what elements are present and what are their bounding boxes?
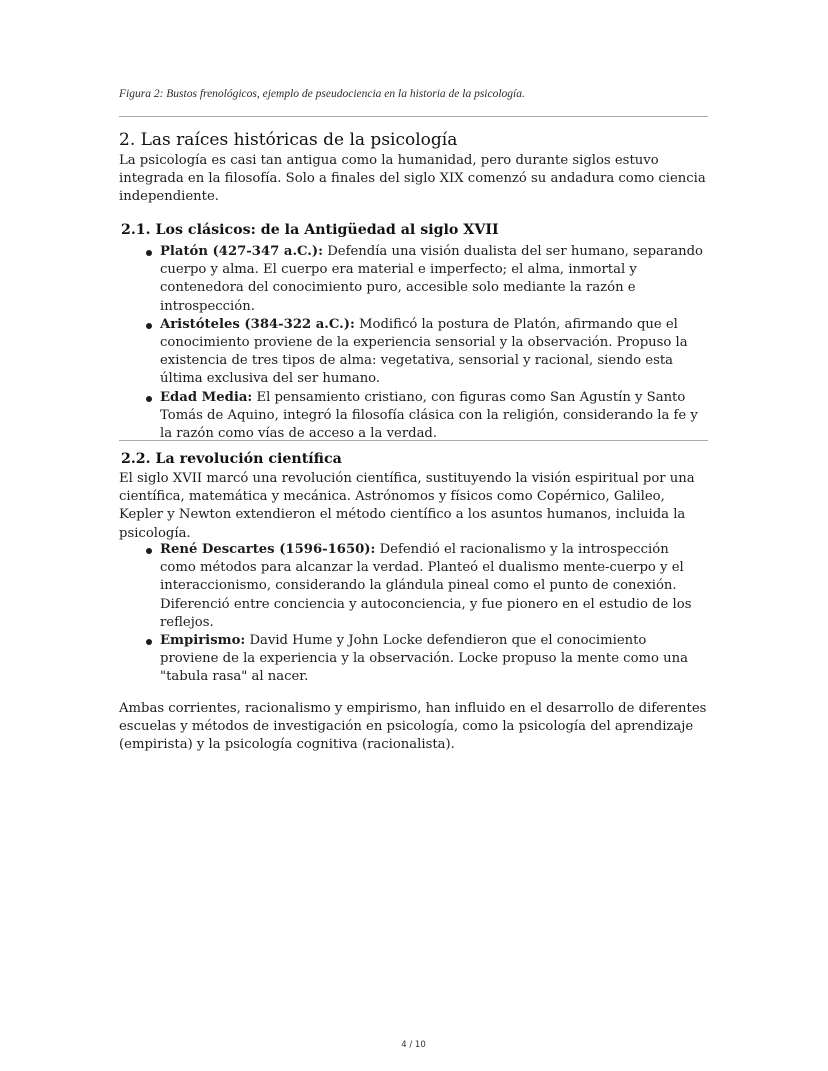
- list-item-text: Modificó la postura de Platón, afirmando que el conocimiento proviene de la experiencia sensorial y la observación. Propuso la existencia de tres tipos de alma: vegetativa, sensorial y racional, siendo esta última exclusiva del ser humano.: [160, 316, 688, 387]
- list-item-text: Defendía una visión dualista del ser humano, separando cuerpo y alma. El cuerpo era material e imperfecto; el alma, inmortal y contenedora del conocimiento puro, accesible solo mediante la razón e introspección.: [160, 244, 703, 314]
- list-item-term: Empirismo:: [160, 633, 246, 649]
- divider: [119, 116, 708, 117]
- bullet-icon: [146, 250, 152, 256]
- subsection-intro-paragraph: El siglo XVII marcó una revolución científica, sustituyendo la visión espiritual por una científica, matemática y mecánica. Astrónomos y físicos como Copérnico, Galileo, Kepler y Newton extendieron el método científico a los asuntos humanos, incluida la psicología.: [119, 471, 695, 541]
- figure-caption: Figura 2: Bustos frenológicos, ejemplo de pseudociencia en la historia de la psicología.: [119, 88, 525, 100]
- bullet-icon: [146, 548, 152, 554]
- subsection-heading-scientific-revolution: 2.2. La revolución científica: [121, 451, 342, 467]
- bullet-icon: [146, 396, 152, 402]
- list-item: [119, 316, 708, 389]
- list-item-text: David Hume y John Locke defendieron que el conocimiento proviene de la experiencia y la observación. Locke propuso la mente como una "tabula rasa" al nacer.: [160, 633, 688, 685]
- list-item-term: René Descartes (1596-1650):: [160, 542, 376, 557]
- list-item: [119, 243, 708, 316]
- list-item-text: El pensamiento cristiano, con figuras como San Agustín y Santo Tomás de Aquino, integró la filosofía clásica con la religión, considerando la fe y la razón como vías de acceso a la verdad.: [160, 389, 698, 442]
- list-item-term: Edad Media:: [160, 389, 253, 405]
- section-intro-paragraph: La psicología es casi tan antigua como la humanidad, pero durante siglos estuvo integrada en la filosofía. Solo a finales del siglo XIX comenzó su andadura como ciencia independiente.: [119, 153, 706, 205]
- subsection-heading-classics: 2.1. Los clásicos: de la Antigüedad al siglo XVII: [121, 222, 499, 238]
- page-number: 4 / 10: [401, 1040, 426, 1050]
- divider: [119, 440, 708, 441]
- list-item: [119, 389, 708, 444]
- scientific-revolution-list: [119, 541, 708, 687]
- conclusion-paragraph: Ambas corrientes, racionalismo y empirismo, han influido en el desarrollo de diferentes escuelas y métodos de investigación en psicología, como la psicología del aprendizaje (empirista) y la psicología cognitiva (racionalista).: [119, 701, 707, 753]
- list-item-term: Platón (427-347 a.C.):: [160, 244, 323, 259]
- bullet-icon: [146, 639, 152, 645]
- list-item-text: Defendió el racionalismo y la introspección como métodos para alcanzar la verdad. Planteó el dualismo mente-cuerpo y el interaccionismo, considerando la glándula pineal como el punto de conexión. Diferenció entre conciencia y autoconciencia, y fue pionero en el estudio de los reflejos.: [160, 542, 692, 630]
- list-item: [119, 541, 708, 632]
- list-item-term: Aristóteles (384-322 a.C.):: [160, 316, 355, 332]
- section-heading: 2. Las raíces históricas de la psicología: [119, 130, 458, 150]
- classics-list: [119, 243, 708, 443]
- list-item: [119, 632, 708, 687]
- bullet-icon: [146, 323, 152, 329]
- document-page: [119, 0, 708, 1071]
